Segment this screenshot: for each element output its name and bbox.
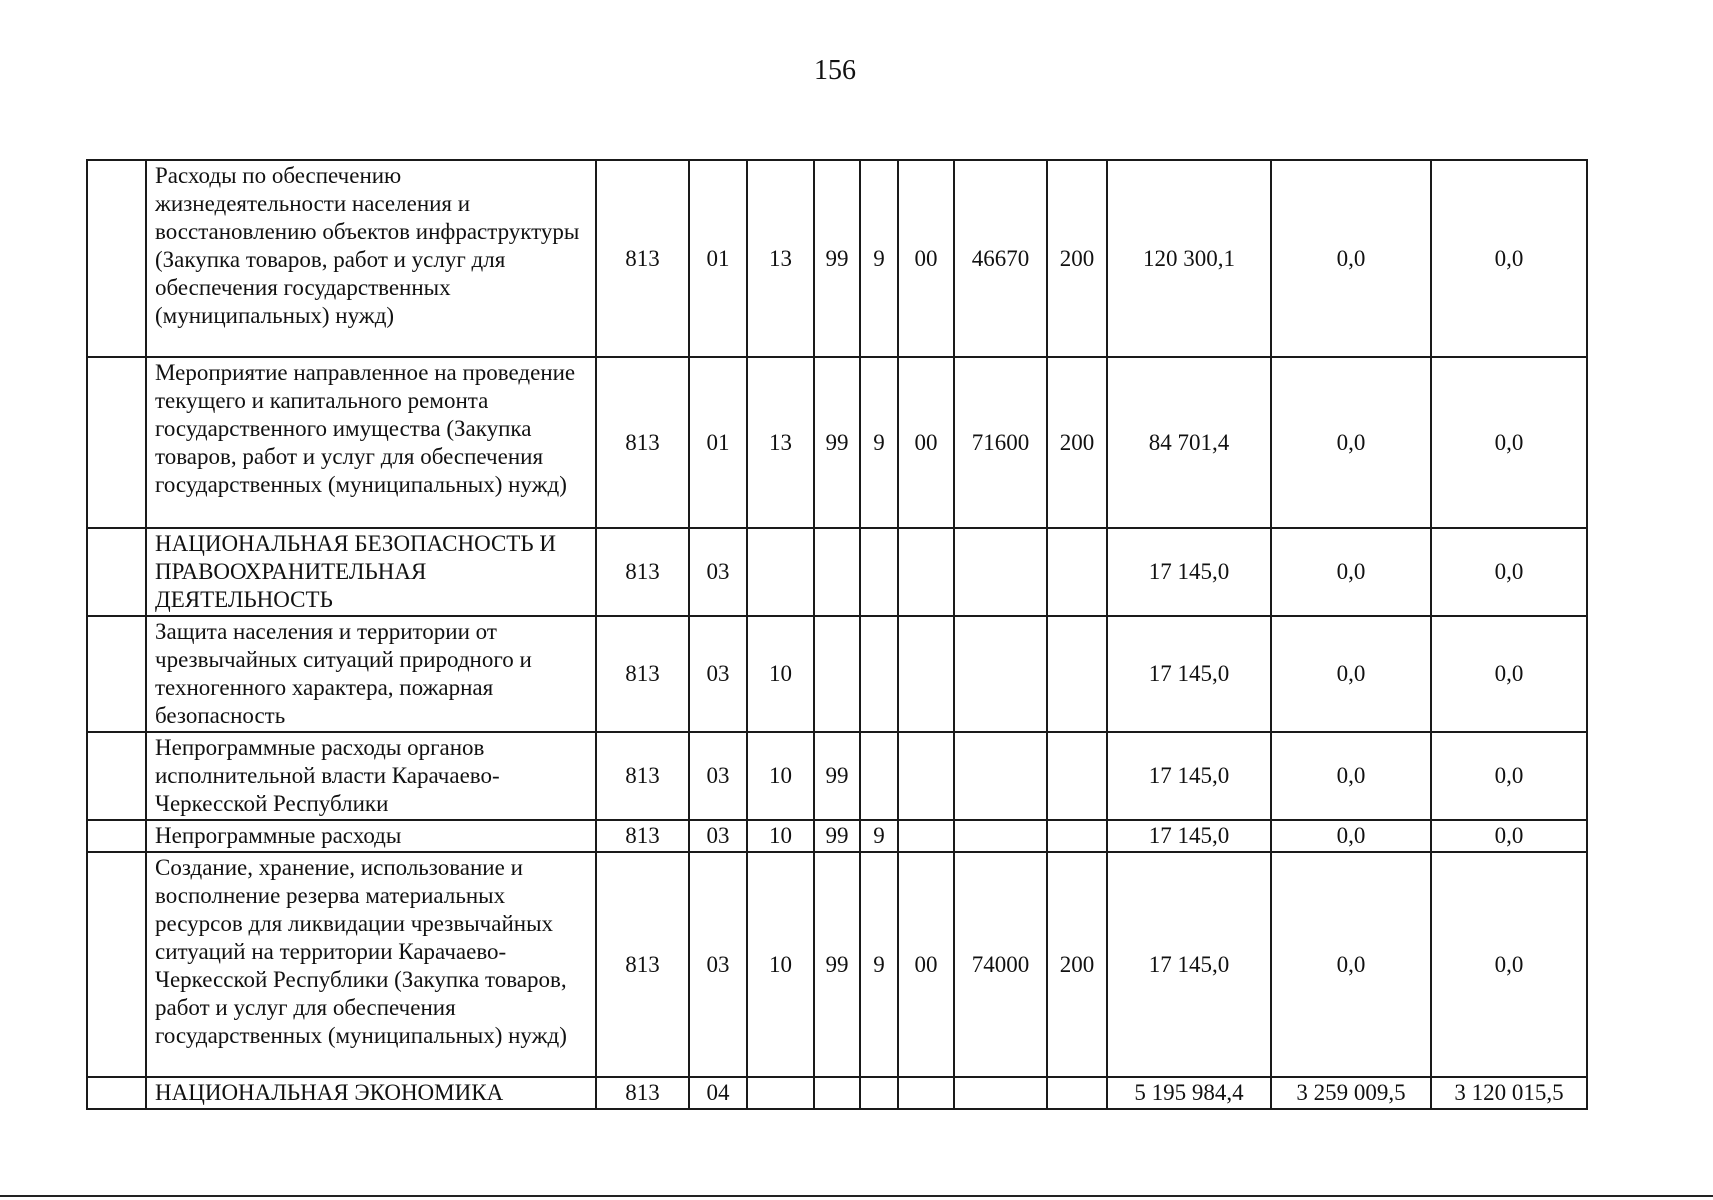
direction-code-cell xyxy=(954,1077,1047,1109)
razdel-cell: 03 xyxy=(689,852,747,1077)
direction-code-cell: 71600 xyxy=(954,357,1047,528)
amount-year-2-cell: 0,0 xyxy=(1271,732,1431,820)
program-code-cell: 99 xyxy=(814,357,860,528)
amount-year-2-cell: 0,0 xyxy=(1271,616,1431,732)
razdel-cell: 03 xyxy=(689,616,747,732)
razdel-cell: 03 xyxy=(689,820,747,852)
measure-code-cell: 00 xyxy=(898,357,954,528)
table-row xyxy=(87,357,1587,528)
row-number-cell xyxy=(87,528,146,616)
podrazdel-cell xyxy=(747,528,814,616)
expense-name-cell: Расходы по обеспечению жизнедеятельности населения и восстановлению объектов инфраструктуры (Закупка товаров, работ и услуг для обеспечения государственных (муниципальных) нужд) xyxy=(146,160,596,357)
subprogram-code-cell: 9 xyxy=(860,357,898,528)
subprogram-code-cell: 9 xyxy=(860,820,898,852)
subprogram-code-cell xyxy=(860,528,898,616)
podrazdel-cell: 10 xyxy=(747,616,814,732)
measure-code-cell xyxy=(898,616,954,732)
amount-year-3-cell: 0,0 xyxy=(1431,616,1587,732)
amount-year-2-cell: 0,0 xyxy=(1271,357,1431,528)
podrazdel-cell: 10 xyxy=(747,852,814,1077)
program-code-cell xyxy=(814,528,860,616)
program-code-cell: 99 xyxy=(814,732,860,820)
expense-type-cell xyxy=(1047,528,1107,616)
amount-year-3-cell: 0,0 xyxy=(1431,357,1587,528)
amount-year-3-cell: 0,0 xyxy=(1431,160,1587,357)
program-code-cell xyxy=(814,616,860,732)
vedomstvo-cell: 813 xyxy=(596,732,689,820)
page-bottom-rule xyxy=(0,1195,1713,1197)
vedomstvo-cell: 813 xyxy=(596,160,689,357)
amount-year-2-cell: 0,0 xyxy=(1271,820,1431,852)
razdel-cell: 03 xyxy=(689,732,747,820)
measure-code-cell: 00 xyxy=(898,852,954,1077)
direction-code-cell xyxy=(954,528,1047,616)
vedomstvo-cell: 813 xyxy=(596,528,689,616)
table-row xyxy=(87,820,1587,852)
program-code-cell: 99 xyxy=(814,160,860,357)
expense-type-cell xyxy=(1047,820,1107,852)
vedomstvo-cell: 813 xyxy=(596,820,689,852)
amount-year-3-cell: 0,0 xyxy=(1431,528,1587,616)
expense-name-cell: Мероприятие направленное на проведение текущего и капитального ремонта государственного имущества (Закупка товаров, работ и услуг для обеспечения государственных (муниципальных) нужд) xyxy=(146,357,596,528)
expense-type-cell xyxy=(1047,732,1107,820)
program-code-cell xyxy=(814,1077,860,1109)
vedomstvo-cell: 813 xyxy=(596,1077,689,1109)
amount-year-3-cell: 0,0 xyxy=(1431,820,1587,852)
direction-code-cell xyxy=(954,616,1047,732)
razdel-cell: 03 xyxy=(689,528,747,616)
budget-table xyxy=(86,159,1588,1110)
amount-year-3-cell: 0,0 xyxy=(1431,732,1587,820)
subprogram-code-cell: 9 xyxy=(860,852,898,1077)
amount-year-1-cell: 17 145,0 xyxy=(1107,820,1271,852)
amount-year-2-cell: 0,0 xyxy=(1271,160,1431,357)
measure-code-cell xyxy=(898,528,954,616)
table-body xyxy=(87,160,1587,1109)
table-row xyxy=(87,616,1587,732)
row-number-cell xyxy=(87,160,146,357)
row-number-cell xyxy=(87,732,146,820)
amount-year-2-cell: 0,0 xyxy=(1271,528,1431,616)
razdel-cell: 01 xyxy=(689,160,747,357)
table-row xyxy=(87,732,1587,820)
expense-name-cell: Непрограммные расходы xyxy=(146,820,596,852)
expense-type-cell: 200 xyxy=(1047,852,1107,1077)
subprogram-code-cell: 9 xyxy=(860,160,898,357)
amount-year-3-cell: 0,0 xyxy=(1431,852,1587,1077)
amount-year-1-cell: 84 701,4 xyxy=(1107,357,1271,528)
podrazdel-cell: 13 xyxy=(747,357,814,528)
amount-year-1-cell: 17 145,0 xyxy=(1107,852,1271,1077)
vedomstvo-cell: 813 xyxy=(596,357,689,528)
expense-type-cell: 200 xyxy=(1047,357,1107,528)
amount-year-1-cell: 17 145,0 xyxy=(1107,616,1271,732)
amount-year-2-cell: 0,0 xyxy=(1271,852,1431,1077)
measure-code-cell xyxy=(898,1077,954,1109)
measure-code-cell xyxy=(898,820,954,852)
podrazdel-cell xyxy=(747,1077,814,1109)
amount-year-1-cell: 5 195 984,4 xyxy=(1107,1077,1271,1109)
table-row xyxy=(87,160,1587,357)
measure-code-cell xyxy=(898,732,954,820)
table-row xyxy=(87,852,1587,1077)
direction-code-cell: 46670 xyxy=(954,160,1047,357)
expense-type-cell xyxy=(1047,1077,1107,1109)
row-number-cell xyxy=(87,1077,146,1109)
razdel-cell: 01 xyxy=(689,357,747,528)
expense-name-cell: Защита населения и территории от чрезвычайных ситуаций природного и техногенного характера, пожарная безопасность xyxy=(146,616,596,732)
expense-type-cell: 200 xyxy=(1047,160,1107,357)
direction-code-cell xyxy=(954,820,1047,852)
expense-name-cell: Создание, хранение, использование и восполнение резерва материальных ресурсов для ликвидации чрезвычайных ситуаций на территории Карачаево-Черкесской Республики (Закупка товаров, работ и услуг для обеспечения государственных (муниципальных) нужд) xyxy=(146,852,596,1077)
page-number: 156 xyxy=(814,55,856,86)
direction-code-cell xyxy=(954,732,1047,820)
amount-year-2-cell: 3 259 009,5 xyxy=(1271,1077,1431,1109)
podrazdel-cell: 13 xyxy=(747,160,814,357)
program-code-cell: 99 xyxy=(814,820,860,852)
subprogram-code-cell xyxy=(860,732,898,820)
expense-name-cell: НАЦИОНАЛЬНАЯ ЭКОНОМИКА xyxy=(146,1077,596,1109)
expense-name-cell: Непрограммные расходы органов исполнительной власти Карачаево-Черкесской Республики xyxy=(146,732,596,820)
vedomstvo-cell: 813 xyxy=(596,616,689,732)
direction-code-cell: 74000 xyxy=(954,852,1047,1077)
row-number-cell xyxy=(87,820,146,852)
table-row xyxy=(87,528,1587,616)
expense-type-cell xyxy=(1047,616,1107,732)
amount-year-1-cell: 17 145,0 xyxy=(1107,732,1271,820)
razdel-cell: 04 xyxy=(689,1077,747,1109)
amount-year-3-cell: 3 120 015,5 xyxy=(1431,1077,1587,1109)
measure-code-cell: 00 xyxy=(898,160,954,357)
amount-year-1-cell: 120 300,1 xyxy=(1107,160,1271,357)
row-number-cell xyxy=(87,357,146,528)
amount-year-1-cell: 17 145,0 xyxy=(1107,528,1271,616)
row-number-cell xyxy=(87,616,146,732)
program-code-cell: 99 xyxy=(814,852,860,1077)
table-row xyxy=(87,1077,1587,1109)
subprogram-code-cell xyxy=(860,1077,898,1109)
vedomstvo-cell: 813 xyxy=(596,852,689,1077)
podrazdel-cell: 10 xyxy=(747,820,814,852)
row-number-cell xyxy=(87,852,146,1077)
subprogram-code-cell xyxy=(860,616,898,732)
expense-name-cell: НАЦИОНАЛЬНАЯ БЕЗОПАСНОСТЬ И ПРАВООХРАНИТЕЛЬНАЯ ДЕЯТЕЛЬНОСТЬ xyxy=(146,528,596,616)
podrazdel-cell: 10 xyxy=(747,732,814,820)
